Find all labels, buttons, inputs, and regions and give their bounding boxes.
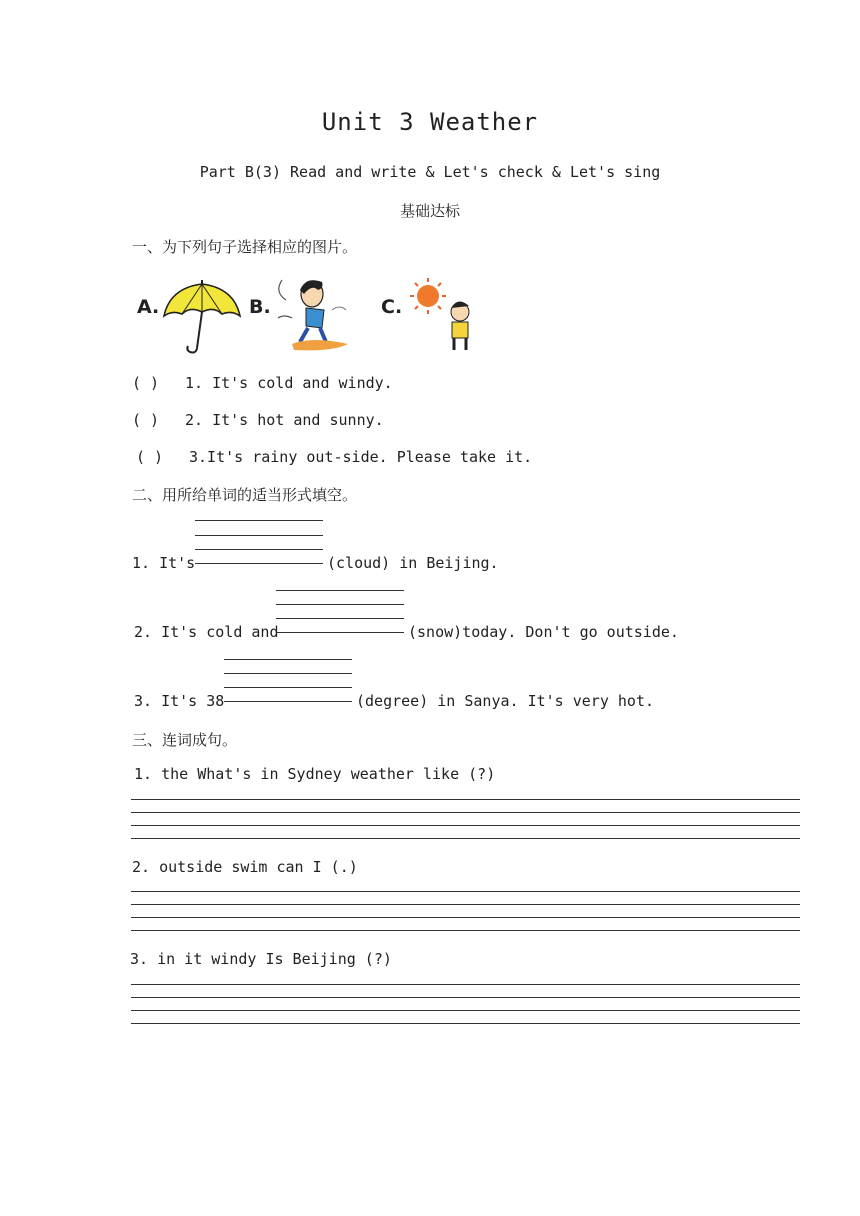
writing-line	[131, 917, 800, 918]
question-1-bracket: ( )	[132, 374, 160, 392]
sentence-1-words: 1. the What's in Sydney weather like (?)	[134, 765, 496, 783]
writing-line	[224, 687, 352, 688]
writing-line	[131, 904, 800, 905]
writing-line	[276, 590, 404, 591]
writing-line	[195, 535, 323, 536]
writing-line	[195, 520, 323, 521]
windy-boy-icon	[272, 274, 352, 354]
writing-line	[224, 659, 352, 660]
sentence-3-words: 3. in it windy Is Beijing (?)	[130, 950, 392, 968]
section2-heading: 二、用所给单词的适当形式填空。	[132, 486, 358, 504]
fill-3-after: (degree) in Sanya. It's very hot.	[356, 692, 655, 710]
page-title: Unit 3 Weather	[321, 108, 539, 136]
page-subtitle: Part B(3) Read and write & Let's check & Let's sing	[199, 163, 661, 181]
sentence-2-words: 2. outside swim can I (.)	[132, 858, 358, 876]
writing-line	[131, 891, 800, 892]
writing-line	[131, 812, 800, 813]
section1-heading: 一、为下列句子选择相应的图片。	[132, 238, 358, 256]
question-3-bracket: ( )	[136, 448, 164, 466]
question-3-text: 3.It's rainy out-side. Please take it.	[189, 448, 533, 466]
question-2-bracket: ( )	[132, 411, 160, 429]
writing-line	[131, 825, 800, 826]
writing-line	[131, 799, 800, 800]
sunny-boy-icon	[408, 276, 480, 354]
fill-2-before: 2. It's cold and	[134, 623, 279, 641]
level-heading: 基础达标	[399, 202, 460, 220]
option-c-label: C.	[381, 296, 403, 318]
writing-line	[131, 984, 800, 985]
answer-line-3[interactable]	[131, 1023, 800, 1024]
writing-line	[224, 673, 352, 674]
answer-blank-2[interactable]	[276, 632, 404, 633]
writing-line	[195, 549, 323, 550]
answer-blank-3[interactable]	[224, 701, 352, 702]
answer-line-2[interactable]	[131, 930, 800, 931]
question-2-text: 2. It's hot and sunny.	[185, 411, 384, 429]
writing-line	[276, 604, 404, 605]
answer-blank-1[interactable]	[195, 563, 323, 564]
fill-3-before: 3. It's 38	[134, 692, 225, 710]
answer-line-1[interactable]	[131, 838, 800, 839]
fill-2-after: (snow)today. Don't go outside.	[408, 623, 679, 641]
question-1-text: 1. It's cold and windy.	[185, 374, 393, 392]
section3-heading: 三、连词成句。	[132, 731, 238, 749]
umbrella-icon	[160, 280, 244, 356]
writing-line	[276, 618, 404, 619]
writing-line	[131, 997, 800, 998]
fill-1-after: (cloud) in Beijing.	[327, 554, 499, 572]
writing-line	[131, 1010, 800, 1011]
option-b-label: B.	[249, 296, 271, 318]
option-a-label: A.	[137, 296, 160, 318]
fill-1-before: 1. It's	[132, 554, 196, 572]
